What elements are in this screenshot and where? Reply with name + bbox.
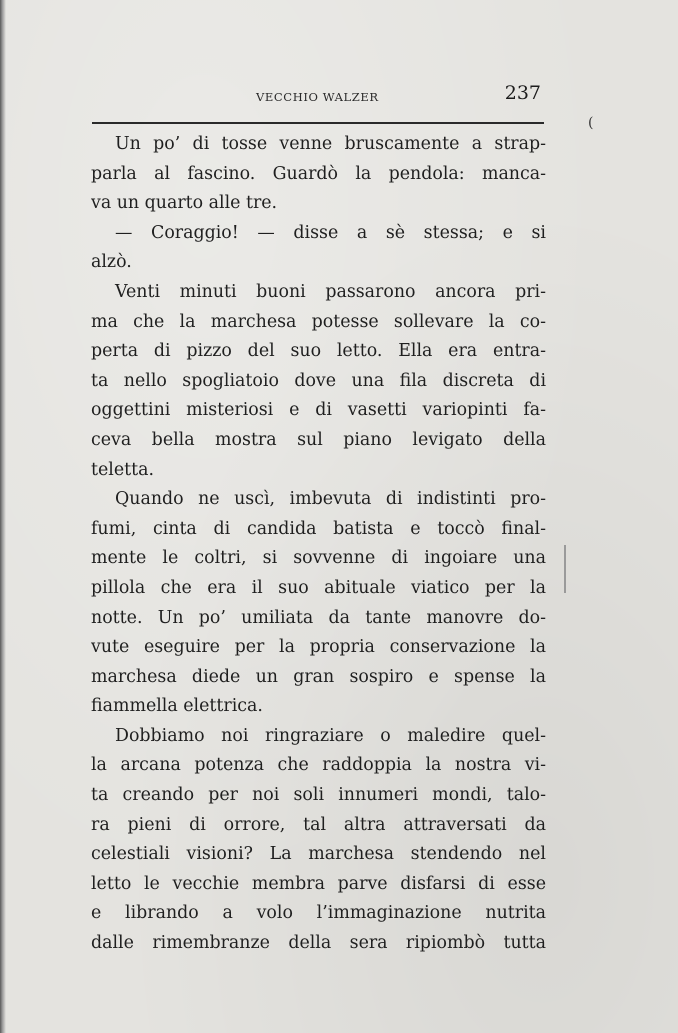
text-line: la arcana potenza che raddoppia la nostra vi- bbox=[91, 755, 546, 776]
text-line: perta di pizzo del suo letto. Ella era entra- bbox=[91, 341, 546, 362]
page-header bbox=[92, 82, 547, 106]
text-line: Quando ne uscì, imbevuta di indistinti pro- bbox=[115, 489, 546, 510]
text-line: Un po’ di tosse venne bruscamente a strap- bbox=[115, 134, 546, 154]
text-line: fumi, cinta di candida batista e toccò final- bbox=[91, 518, 546, 539]
text-line: notte. Un po’ umiliata da tante manovre do- bbox=[91, 607, 546, 628]
text-line: ma che la marchesa potesse sollevare la co- bbox=[91, 311, 546, 332]
text-line: va un quarto alle tre. bbox=[91, 193, 278, 214]
text-line: letto le vecchie membra parve disfarsi di esse bbox=[91, 873, 546, 894]
text-line: Dobbiamo noi ringraziare o maledire quel- bbox=[115, 725, 546, 746]
text-line: ceva bella mostra sul piano levigato della bbox=[91, 429, 546, 450]
text-line: marchesa diede un gran sospiro e spense la bbox=[91, 666, 546, 687]
text-line: ta nello spogliatoio dove una fila discreta di bbox=[91, 370, 546, 391]
text-line: celestiali visioni? La marchesa stendendo nel bbox=[91, 844, 546, 865]
text-line: mente le coltri, si sovvenne di ingoiare una bbox=[91, 548, 546, 569]
text-line: teletta. bbox=[91, 459, 155, 480]
text-line: dalle rimembranze della sera ripiombò tutta bbox=[91, 933, 546, 954]
binding-edge bbox=[0, 0, 6, 1033]
header-rule bbox=[92, 122, 544, 124]
text-line: ta creando per noi soli innumeri mondi, talo- bbox=[91, 785, 546, 806]
body-text bbox=[91, 130, 546, 959]
text-line: e librando a volo l’immaginazione nutrita bbox=[91, 903, 546, 924]
text-line: — Coraggio! — disse a sè stessa; e si bbox=[115, 222, 546, 243]
margin-mark: ( bbox=[588, 115, 594, 131]
running-title: VECCHIO WALZER bbox=[256, 90, 379, 104]
text-line: vute eseguire per la propria conservazione la bbox=[91, 637, 546, 658]
text-line: fiammella elettrica. bbox=[91, 696, 263, 717]
text-line: ra pieni di orrore, tal altra attraversati da bbox=[91, 814, 546, 835]
text-line: parla al fascino. Guardò la pendola: manca- bbox=[91, 163, 546, 184]
text-line: oggettini misteriosi e di vasetti variopinti fa- bbox=[91, 400, 546, 421]
margin-pencil-mark bbox=[564, 545, 566, 593]
page-number: 237 bbox=[504, 82, 541, 104]
text-line: alzò. bbox=[91, 252, 132, 273]
text-line: pillola che era il suo abituale viatico per la bbox=[91, 577, 546, 598]
text-line: Venti minuti buoni passarono ancora pri- bbox=[115, 281, 546, 302]
